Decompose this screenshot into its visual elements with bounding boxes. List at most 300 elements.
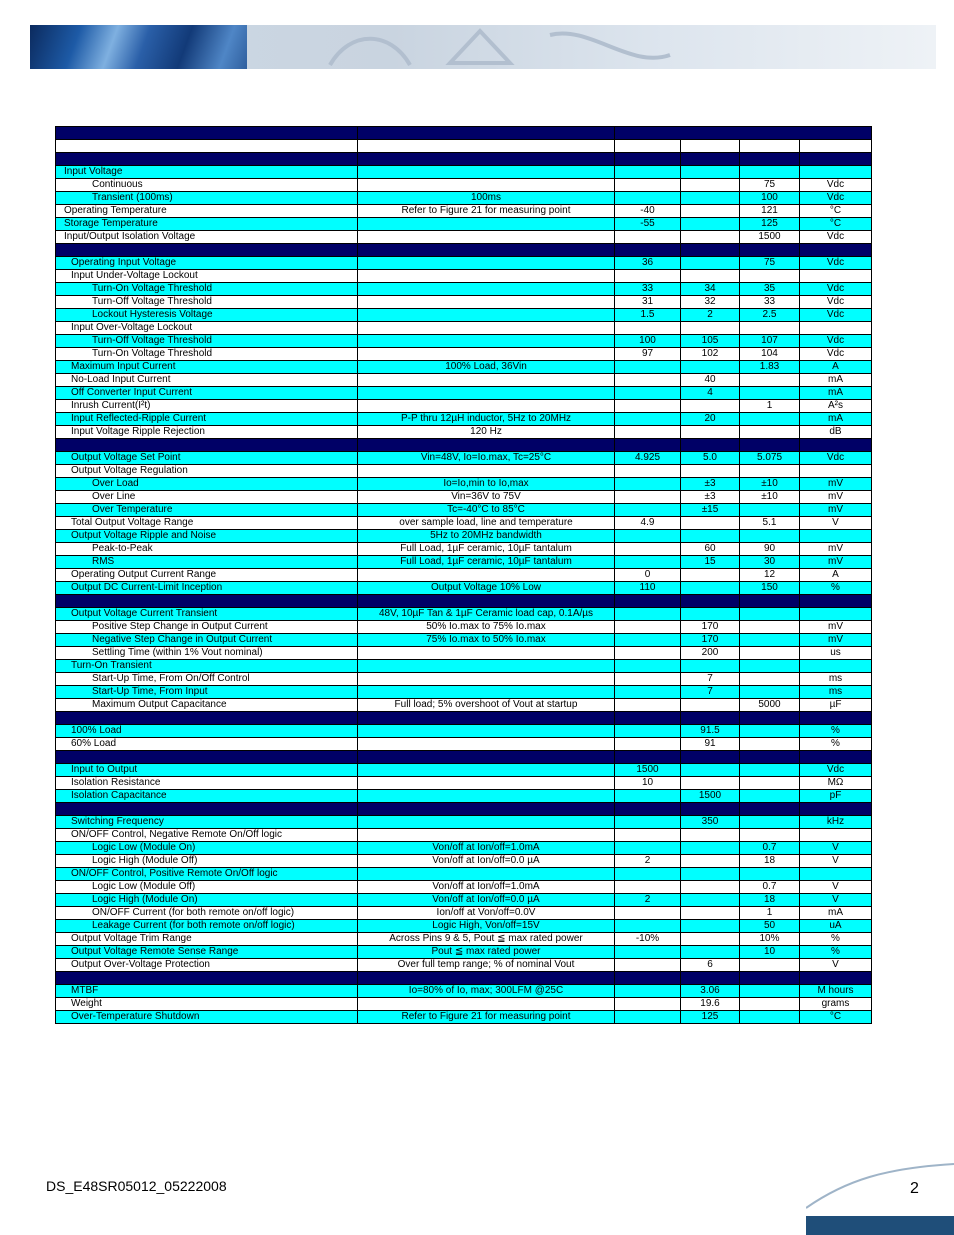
units-cell: V bbox=[800, 855, 872, 868]
units-cell bbox=[800, 972, 872, 985]
typ-cell: 15 bbox=[681, 556, 740, 569]
min-cell bbox=[615, 439, 681, 452]
max-cell: 1 bbox=[740, 907, 800, 920]
typ-cell bbox=[681, 192, 740, 205]
min-cell bbox=[615, 153, 681, 166]
typ-cell: 7 bbox=[681, 673, 740, 686]
min-cell bbox=[615, 465, 681, 478]
parameter-cell: Output Voltage Current Transient bbox=[56, 608, 358, 621]
min-cell bbox=[615, 387, 681, 400]
units-cell bbox=[800, 465, 872, 478]
units-cell: mA bbox=[800, 387, 872, 400]
parameter-cell: Maximum Input Current bbox=[56, 361, 358, 374]
typ-cell bbox=[681, 946, 740, 959]
max-cell: 1 bbox=[740, 400, 800, 413]
parameter-cell: Logic High (Module Off) bbox=[56, 855, 358, 868]
parameter-cell: Peak-to-Peak bbox=[56, 543, 358, 556]
units-cell: uA bbox=[800, 920, 872, 933]
notes-cell: P-P thru 12µH inductor, 5Hz to 20MHz bbox=[358, 413, 615, 426]
units-cell bbox=[800, 751, 872, 764]
max-cell: 90 bbox=[740, 543, 800, 556]
max-cell bbox=[740, 413, 800, 426]
notes-cell: over sample load, line and temperature bbox=[358, 517, 615, 530]
notes-cell bbox=[358, 166, 615, 179]
notes-cell bbox=[358, 764, 615, 777]
min-cell bbox=[615, 413, 681, 426]
max-cell bbox=[740, 816, 800, 829]
table-row bbox=[56, 452, 872, 465]
blank-row bbox=[56, 140, 872, 153]
table-row bbox=[56, 582, 872, 595]
parameter-cell: Start-Up Time, From On/Off Control bbox=[56, 673, 358, 686]
table-row bbox=[56, 894, 872, 907]
units-cell: Vdc bbox=[800, 335, 872, 348]
notes-cell: Over full temp range; % of nominal Vout bbox=[358, 959, 615, 972]
table-row bbox=[56, 764, 872, 777]
parameter-cell: Turn-Off Voltage Threshold bbox=[56, 335, 358, 348]
parameter-cell: Over Load bbox=[56, 478, 358, 491]
section-header-row bbox=[56, 712, 872, 725]
units-cell bbox=[800, 868, 872, 881]
units-cell: mV bbox=[800, 491, 872, 504]
max-cell: 10% bbox=[740, 933, 800, 946]
typ-cell: 4 bbox=[681, 387, 740, 400]
min-cell bbox=[615, 699, 681, 712]
max-cell bbox=[740, 153, 800, 166]
notes-cell bbox=[358, 387, 615, 400]
units-cell bbox=[800, 660, 872, 673]
parameter-cell: Output Voltage Regulation bbox=[56, 465, 358, 478]
table-row bbox=[56, 985, 872, 998]
typ-cell: 6 bbox=[681, 959, 740, 972]
notes-cell: 100ms bbox=[358, 192, 615, 205]
min-cell: 10 bbox=[615, 777, 681, 790]
header-cell-values bbox=[615, 127, 872, 140]
min-cell bbox=[615, 842, 681, 855]
table-row bbox=[56, 829, 872, 842]
parameter-cell bbox=[56, 712, 358, 725]
max-cell: 150 bbox=[740, 582, 800, 595]
notes-cell bbox=[358, 777, 615, 790]
specification-table bbox=[55, 126, 872, 1024]
table-row bbox=[56, 231, 872, 244]
notes-cell: Vin=48V, Io=Io.max, Tc=25°C bbox=[358, 452, 615, 465]
table-row bbox=[56, 777, 872, 790]
min-cell bbox=[615, 400, 681, 413]
typ-cell bbox=[681, 920, 740, 933]
max-cell bbox=[740, 439, 800, 452]
footer-swoosh-decoration bbox=[806, 1160, 954, 1216]
max-cell: 0.7 bbox=[740, 842, 800, 855]
parameter-cell: Turn-On Voltage Threshold bbox=[56, 283, 358, 296]
table-row bbox=[56, 179, 872, 192]
typ-cell: 105 bbox=[681, 335, 740, 348]
typ-cell bbox=[681, 881, 740, 894]
typ-cell bbox=[681, 777, 740, 790]
max-cell bbox=[740, 387, 800, 400]
banner-decoration bbox=[30, 25, 936, 69]
units-cell: V bbox=[800, 894, 872, 907]
parameter-cell: Switching Frequency bbox=[56, 816, 358, 829]
max-cell bbox=[740, 608, 800, 621]
units-cell: dB bbox=[800, 426, 872, 439]
parameter-cell: Input Voltage bbox=[56, 166, 358, 179]
typ-cell: 2 bbox=[681, 309, 740, 322]
units-cell bbox=[800, 595, 872, 608]
typ-cell bbox=[681, 907, 740, 920]
parameter-cell: Settling Time (within 1% Vout nominal) bbox=[56, 647, 358, 660]
max-cell: 0.7 bbox=[740, 881, 800, 894]
units-cell: mV bbox=[800, 621, 872, 634]
max-cell: 5.075 bbox=[740, 452, 800, 465]
table-row bbox=[56, 738, 872, 751]
units-cell bbox=[800, 712, 872, 725]
typ-cell bbox=[681, 712, 740, 725]
units-cell: °C bbox=[800, 1011, 872, 1024]
min-cell bbox=[615, 621, 681, 634]
table-row bbox=[56, 192, 872, 205]
section-header-row bbox=[56, 803, 872, 816]
notes-cell: Full load; 5% overshoot of Vout at startup bbox=[358, 699, 615, 712]
notes-cell: Von/off at Ion/off=1.0mA bbox=[358, 881, 615, 894]
units-cell: Vdc bbox=[800, 764, 872, 777]
notes-cell bbox=[358, 595, 615, 608]
table-row bbox=[56, 673, 872, 686]
parameter-cell: RMS bbox=[56, 556, 358, 569]
units-cell bbox=[800, 166, 872, 179]
notes-cell: Across Pins 9 & 5, Pout ≦ max rated power bbox=[358, 933, 615, 946]
min-cell bbox=[615, 738, 681, 751]
parameter-cell: Logic Low (Module Off) bbox=[56, 881, 358, 894]
notes-cell: Output Voltage 10% Low bbox=[358, 582, 615, 595]
max-cell bbox=[740, 166, 800, 179]
notes-cell bbox=[358, 400, 615, 413]
units-cell: mV bbox=[800, 543, 872, 556]
table-row bbox=[56, 660, 872, 673]
notes-cell bbox=[358, 569, 615, 582]
typ-cell bbox=[681, 166, 740, 179]
notes-cell: Von/off at Ion/off=0.0 µA bbox=[358, 855, 615, 868]
min-cell bbox=[615, 530, 681, 543]
typ-cell bbox=[681, 764, 740, 777]
notes-cell bbox=[358, 686, 615, 699]
units-cell: °C bbox=[800, 218, 872, 231]
parameter-cell bbox=[56, 972, 358, 985]
parameter-cell: Maximum Output Capacitance bbox=[56, 699, 358, 712]
table-row bbox=[56, 998, 872, 1011]
notes-cell: Io=Io,min to Io,max bbox=[358, 478, 615, 491]
max-cell bbox=[740, 972, 800, 985]
typ-cell bbox=[681, 933, 740, 946]
min-cell: 2 bbox=[615, 894, 681, 907]
typ-cell: 40 bbox=[681, 374, 740, 387]
units-cell: mV bbox=[800, 556, 872, 569]
table-row bbox=[56, 478, 872, 491]
parameter-cell bbox=[56, 751, 358, 764]
table-row bbox=[56, 205, 872, 218]
units-cell bbox=[800, 153, 872, 166]
min-cell bbox=[615, 491, 681, 504]
min-cell: 36 bbox=[615, 257, 681, 270]
section-header-row bbox=[56, 439, 872, 452]
table-row bbox=[56, 296, 872, 309]
notes-cell bbox=[358, 335, 615, 348]
max-cell bbox=[740, 868, 800, 881]
min-cell bbox=[615, 231, 681, 244]
notes-cell bbox=[358, 179, 615, 192]
typ-cell bbox=[681, 608, 740, 621]
max-cell: 75 bbox=[740, 257, 800, 270]
max-cell bbox=[740, 270, 800, 283]
min-cell bbox=[615, 803, 681, 816]
notes-cell bbox=[358, 309, 615, 322]
typ-cell: 7 bbox=[681, 686, 740, 699]
max-cell bbox=[740, 803, 800, 816]
typ-cell bbox=[681, 803, 740, 816]
parameter-cell: Logic Low (Module On) bbox=[56, 842, 358, 855]
min-cell bbox=[615, 634, 681, 647]
table-row bbox=[56, 309, 872, 322]
min-cell: 4.9 bbox=[615, 517, 681, 530]
table-row bbox=[56, 725, 872, 738]
max-cell: 107 bbox=[740, 335, 800, 348]
notes-cell: 75% Io.max to 50% Io.max bbox=[358, 634, 615, 647]
parameter-cell: MTBF bbox=[56, 985, 358, 998]
typ-cell: 32 bbox=[681, 296, 740, 309]
typ-cell: 19.6 bbox=[681, 998, 740, 1011]
parameter-cell: Operating Temperature bbox=[56, 205, 358, 218]
units-cell: V bbox=[800, 959, 872, 972]
typ-cell bbox=[681, 244, 740, 257]
units-cell: °C bbox=[800, 205, 872, 218]
header-cell-notes bbox=[358, 127, 615, 140]
notes-cell bbox=[358, 283, 615, 296]
notes-cell: Refer to Figure 21 for measuring point bbox=[358, 1011, 615, 1024]
units-cell: ms bbox=[800, 673, 872, 686]
min-cell bbox=[615, 504, 681, 517]
units-cell: A bbox=[800, 361, 872, 374]
notes-cell bbox=[358, 751, 615, 764]
notes-cell: Tc=-40°C to 85°C bbox=[358, 504, 615, 517]
typ-cell bbox=[681, 530, 740, 543]
units-cell: mA bbox=[800, 907, 872, 920]
units-cell bbox=[800, 829, 872, 842]
notes-cell: Pout ≦ max rated power bbox=[358, 946, 615, 959]
units-cell: A²s bbox=[800, 400, 872, 413]
parameter-cell: Start-Up Time, From Input bbox=[56, 686, 358, 699]
typ-cell: 91 bbox=[681, 738, 740, 751]
table-row bbox=[56, 621, 872, 634]
parameter-cell: Output Voltage Trim Range bbox=[56, 933, 358, 946]
table-row bbox=[56, 374, 872, 387]
max-cell: ±10 bbox=[740, 491, 800, 504]
min-cell bbox=[615, 920, 681, 933]
parameter-cell: Turn-Off Voltage Threshold bbox=[56, 296, 358, 309]
min-cell bbox=[615, 829, 681, 842]
units-cell: µF bbox=[800, 699, 872, 712]
notes-cell bbox=[358, 348, 615, 361]
max-cell: 1500 bbox=[740, 231, 800, 244]
parameter-cell: ON/OFF Control, Positive Remote On/Off logic bbox=[56, 868, 358, 881]
notes-cell bbox=[358, 270, 615, 283]
section-header-row bbox=[56, 751, 872, 764]
units-cell: Vdc bbox=[800, 283, 872, 296]
units-cell: A bbox=[800, 569, 872, 582]
notes-cell bbox=[358, 465, 615, 478]
max-cell bbox=[740, 647, 800, 660]
max-cell bbox=[740, 985, 800, 998]
section-header-row bbox=[56, 595, 872, 608]
max-cell bbox=[740, 712, 800, 725]
table-row bbox=[56, 517, 872, 530]
max-cell bbox=[740, 504, 800, 517]
min-cell bbox=[615, 374, 681, 387]
table-row bbox=[56, 946, 872, 959]
min-cell bbox=[615, 179, 681, 192]
max-cell bbox=[740, 790, 800, 803]
typ-cell: 125 bbox=[681, 1011, 740, 1024]
parameter-cell: Turn-On Voltage Threshold bbox=[56, 348, 358, 361]
units-cell: Vdc bbox=[800, 179, 872, 192]
typ-cell bbox=[681, 660, 740, 673]
units-cell bbox=[800, 530, 872, 543]
max-cell bbox=[740, 426, 800, 439]
typ-cell bbox=[681, 582, 740, 595]
typ-cell: 3.06 bbox=[681, 985, 740, 998]
notes-cell: 50% Io.max to 75% Io.max bbox=[358, 621, 615, 634]
min-cell bbox=[615, 959, 681, 972]
typ-cell bbox=[681, 972, 740, 985]
units-cell: % bbox=[800, 582, 872, 595]
units-cell: ms bbox=[800, 686, 872, 699]
max-cell bbox=[740, 595, 800, 608]
min-cell bbox=[615, 816, 681, 829]
min-cell bbox=[615, 998, 681, 1011]
parameter-cell: Output Voltage Remote Sense Range bbox=[56, 946, 358, 959]
typ-cell: 20 bbox=[681, 413, 740, 426]
min-cell bbox=[615, 660, 681, 673]
notes-cell bbox=[358, 673, 615, 686]
min-cell: 0 bbox=[615, 569, 681, 582]
min-cell: 110 bbox=[615, 582, 681, 595]
typ-cell bbox=[681, 569, 740, 582]
table-row bbox=[56, 335, 872, 348]
units-cell bbox=[800, 244, 872, 257]
table-row bbox=[56, 543, 872, 556]
typ-cell bbox=[681, 361, 740, 374]
parameter-cell: Over Temperature bbox=[56, 504, 358, 517]
typ-cell bbox=[681, 465, 740, 478]
min-cell bbox=[615, 608, 681, 621]
min-cell: -55 bbox=[615, 218, 681, 231]
notes-cell bbox=[358, 322, 615, 335]
notes-cell bbox=[358, 998, 615, 1011]
header-banner bbox=[30, 25, 936, 69]
parameter-cell: Isolation Resistance bbox=[56, 777, 358, 790]
parameter-cell bbox=[56, 595, 358, 608]
parameter-cell: Inrush Current(I²t) bbox=[56, 400, 358, 413]
typ-cell bbox=[681, 322, 740, 335]
parameter-cell: Input Under-Voltage Lockout bbox=[56, 270, 358, 283]
min-cell bbox=[615, 647, 681, 660]
typ-cell bbox=[681, 868, 740, 881]
units-cell: pF bbox=[800, 790, 872, 803]
min-cell bbox=[615, 907, 681, 920]
parameter-cell: Turn-On Transient bbox=[56, 660, 358, 673]
table-row bbox=[56, 361, 872, 374]
min-cell bbox=[615, 985, 681, 998]
notes-cell: Io=80% of Io, max; 300LFM @25C bbox=[358, 985, 615, 998]
units-cell bbox=[800, 270, 872, 283]
typ-cell bbox=[681, 400, 740, 413]
max-cell bbox=[740, 686, 800, 699]
table-row bbox=[56, 166, 872, 179]
min-cell bbox=[615, 192, 681, 205]
parameter-cell: Total Output Voltage Range bbox=[56, 517, 358, 530]
notes-cell bbox=[358, 790, 615, 803]
notes-cell: 120 Hz bbox=[358, 426, 615, 439]
max-cell: 12 bbox=[740, 569, 800, 582]
notes-cell: Von/off at Ion/off=0.0 µA bbox=[358, 894, 615, 907]
table-row bbox=[56, 855, 872, 868]
parameter-cell: 100% Load bbox=[56, 725, 358, 738]
max-cell bbox=[740, 1011, 800, 1024]
units-cell: mV bbox=[800, 478, 872, 491]
min-cell: 1.5 bbox=[615, 309, 681, 322]
typ-cell bbox=[681, 699, 740, 712]
section-header-row bbox=[56, 153, 872, 166]
notes-cell bbox=[358, 660, 615, 673]
notes-cell: 5Hz to 20MHz bandwidth bbox=[358, 530, 615, 543]
max-cell bbox=[740, 959, 800, 972]
notes-cell bbox=[358, 218, 615, 231]
parameter-cell: Logic High (Module On) bbox=[56, 894, 358, 907]
max-cell: 18 bbox=[740, 894, 800, 907]
table-row bbox=[56, 920, 872, 933]
parameter-cell: Output Voltage Set Point bbox=[56, 452, 358, 465]
parameter-cell: Operating Input Voltage bbox=[56, 257, 358, 270]
footer-bar bbox=[806, 1216, 954, 1235]
notes-cell bbox=[358, 140, 615, 153]
units-cell: Vdc bbox=[800, 257, 872, 270]
table-row bbox=[56, 569, 872, 582]
parameter-cell: Weight bbox=[56, 998, 358, 1011]
parameter-cell: Isolation Capacitance bbox=[56, 790, 358, 803]
max-cell bbox=[740, 673, 800, 686]
notes-cell: Full Load, 1µF ceramic, 10µF tantalum bbox=[358, 556, 615, 569]
table-row bbox=[56, 556, 872, 569]
units-cell: % bbox=[800, 725, 872, 738]
parameter-cell: Input to Output bbox=[56, 764, 358, 777]
max-cell bbox=[740, 764, 800, 777]
notes-cell bbox=[358, 712, 615, 725]
parameter-cell: ON/OFF Control, Negative Remote On/Off logic bbox=[56, 829, 358, 842]
typ-cell: ±15 bbox=[681, 504, 740, 517]
parameter-cell: Storage Temperature bbox=[56, 218, 358, 231]
max-cell bbox=[740, 140, 800, 153]
typ-cell bbox=[681, 231, 740, 244]
typ-cell bbox=[681, 439, 740, 452]
units-cell: % bbox=[800, 738, 872, 751]
typ-cell: 1500 bbox=[681, 790, 740, 803]
table-row bbox=[56, 816, 872, 829]
units-cell: V bbox=[800, 517, 872, 530]
min-cell bbox=[615, 595, 681, 608]
max-cell: 18 bbox=[740, 855, 800, 868]
parameter-cell: Over-Temperature Shutdown bbox=[56, 1011, 358, 1024]
table-row bbox=[56, 530, 872, 543]
units-cell: mV bbox=[800, 634, 872, 647]
